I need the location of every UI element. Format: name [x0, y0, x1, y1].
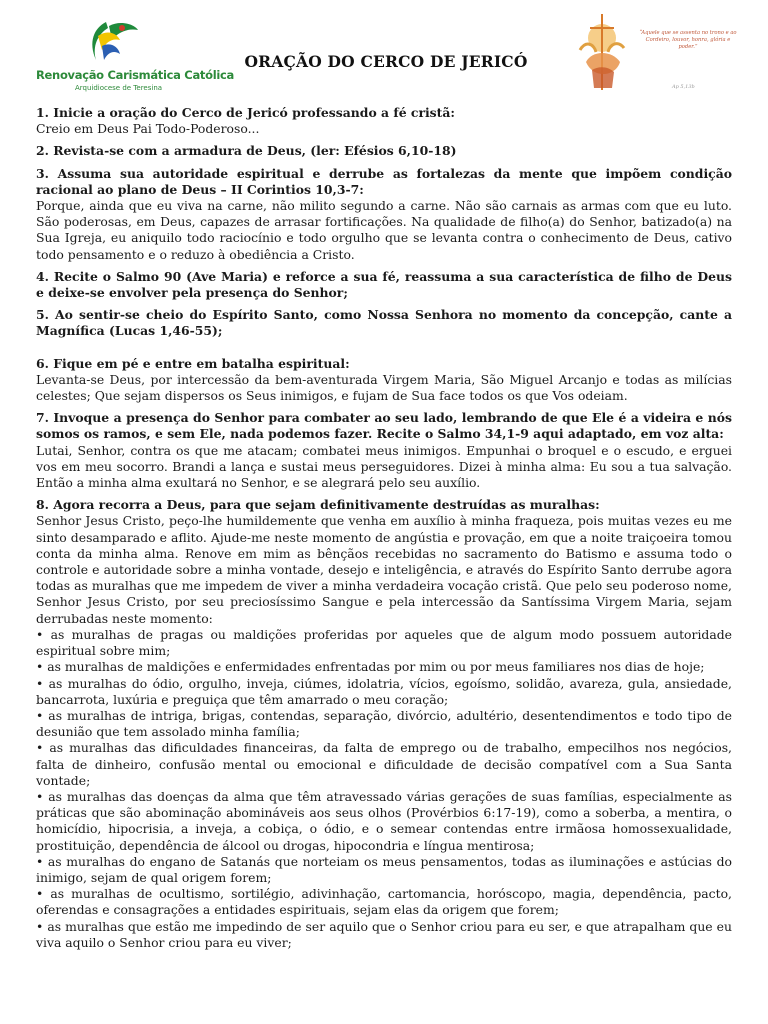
step-text: Creio em Deus Pai Todo-Poderoso...	[36, 121, 260, 137]
list-item: • as muralhas do engano de Satanás que norteiam os meus pensamentos, todas as iluminações e astúcias do inimigo, sejam de qual origem forem;	[36, 853, 732, 885]
step-4	[36, 269, 732, 301]
step-heading: 7. Invoque a presença do Senhor para combater ao seu lado, lembrando de que Ele é a videira e nós somos os ramos, e sem Ele, nada podemos fazer. Recite o Salmo 34,1-9 aqui adaptado, em voz alta:	[36, 410, 732, 442]
step-heading: 3. Assuma sua autoridade espiritual e derrube as fortalezas da mente que impõem condição racional ao plano de Deus – II Corintios 10,3-7:	[36, 165, 732, 197]
step-8	[36, 497, 732, 951]
rcc-logo	[36, 16, 234, 98]
step-text: Senhor Jesus Cristo, peço-lhe humildemente que venha em auxílio à minha fraqueza, pois muitas vezes eu me sinto desamparado e aflito. Ajude-me neste momento de angústia e provação, em que a noite traiçoeira tomou conta da minha alma. Renove em mim as bênçãos recebidas no sacramento do Batismo e assuma todo o controle e autoridade sobre a minha vontade, desejo e inteligência, e através do Espírito Santo derrube agora todas as muralhas que me impedem de viver a minha verdadeira vocação cristã. Que pelo seu poderoso nome, Senhor Jesus Cristo, por seu preciosíssimo Sangue e pela intercessão da Santíssima Virgem Maria, sejam derrubadas neste momento:	[36, 513, 732, 626]
step-heading: 5. Ao sentir-se cheio do Espírito Santo, como Nossa Senhora no momento da concepção, cante a Magnífica (Lucas 1,46-55);	[36, 307, 732, 339]
step-6	[36, 356, 732, 405]
page-title: ORAÇÃO DO CERCO DE JERICÓ	[244, 52, 528, 71]
step-heading: 1. Inicie a oração do Cerco de Jericó professando a fé cristã:	[36, 105, 455, 120]
lamb-emblem-icon	[572, 10, 642, 98]
list-item: • as muralhas do ódio, orgulho, inveja, ciúmes, idolatria, vícios, egoísmo, solidão, avareza, gula, ansiedade, bancarrota, luxúria e preguiça que têm amarrado o meu coração;	[36, 675, 732, 707]
step-2	[36, 143, 732, 159]
step-5	[36, 307, 732, 339]
step-heading: 2. Revista-se com a armadura de Deus, (ler: Efésios 6,10-18)	[36, 143, 457, 159]
emblem-quote: “Aquele que se assenta no trono e ao Cordeiro, louvor, honra, glória e poder.”	[639, 30, 737, 50]
list-item: • as muralhas de pragas ou maldições proferidas por aqueles que de algum modo possuem autoridade espiritual sobre mim;	[36, 626, 732, 659]
step-heading: 6. Fique em pé e entre em batalha espiritual:	[36, 355, 350, 371]
step-text: Lutai, Senhor, contra os que me atacam; combatei meus inimigos. Empunhai o broquel e o escudo, e erguei vos em meu socorro. Brandi a lança e sustai meus perseguidores. Dizei à minha alma: Eu sou a tua salvação. Então a minha alma exultará no Senhor, e se alegrará pelo seu auxílio.	[36, 442, 732, 491]
step-text: Porque, ainda que eu viva na carne, não milito segundo a carne. Não são carnais as armas com que eu luto. São poderosas, em Deus, capazes de arrasar fortificações. Na qualidade de filho(a) do Senhor, batizado(a) na Sua Igreja, eu aniquilo todo raciocínio e todo orgulho que se levanta contra o conhecimento de Deus, cativo todo pensamento e o reduzo à obediência a Cristo.	[36, 198, 732, 262]
rcc-logo-name: Renovação Carismática Católica	[36, 68, 234, 82]
step-1	[36, 105, 732, 137]
step-heading: 4. Recite o Salmo 90 (Ave Maria) e reforce a sua fé, reassuma a sua característica de filho de Deus e deixe-se envolver pela presença do Senhor;	[36, 268, 732, 301]
list-item: • as muralhas de intriga, brigas, contendas, separação, divórcio, adultério, desentendimentos e todo tipo de desunião que tem assolado minha família;	[36, 707, 732, 740]
step-7	[36, 410, 732, 491]
step-3	[36, 166, 732, 263]
rcc-dove-logo-icon	[76, 16, 140, 70]
page-header	[0, 0, 768, 108]
list-item: • as muralhas que estão me impedindo de ser aquilo que o Senhor criou para eu ser, e que atrapalham que eu viva aquilo o Senhor criou para eu viver;	[36, 918, 732, 950]
muralhas-list	[36, 627, 732, 951]
step-text: Levanta-se Deus, por intercessão da bem-aventurada Virgem Maria, São Miguel Arcanjo e todas as milícias celestes; Que sejam dispersos os Seus inimigos, e fujam de Sua face todos os que Vos odeiam.	[36, 371, 732, 404]
prayer-content	[36, 105, 732, 957]
emblem-reference: Ap 5,13b	[672, 84, 695, 90]
rcc-logo-subtitle: Arquidiocese de Teresina	[74, 84, 163, 92]
list-item: • as muralhas de ocultismo, sortilégio, adivinhação, cartomancia, horóscopo, magia, dependência, pacto, oferendas e consagrações a entidades espirituais, sejam elas da origem que forem;	[36, 886, 732, 918]
list-item: • as muralhas de maldições e enfermidades enfrentadas por mim ou por meus familiares nos dias de hoje;	[36, 659, 705, 675]
list-item: • as muralhas das dificuldades financeiras, da falta de emprego ou de trabalho, empecilhos nos negócios, falta de dinheiro, confusão mental ou emocional e dificuldade de decisão compatível com a Sua Santa vontade;	[36, 740, 732, 788]
right-emblem	[572, 10, 742, 98]
list-item: • as muralhas das doenças da alma que têm atravessado várias gerações de suas famílias, especialmente as práticas que são abominação abomináveis aos seus olhos (Provérbios 6:17-19), como a soberba, a mentira, o homicídio, hipocrisia, a inveja, a cobiça, o ódio, e o semear contendas entre irmãosa homossexualidade, prostituição, dependência de álcool ou drogas, hipocondria e língua mentirosa;	[36, 788, 732, 853]
step-heading: 8. Agora recorra a Deus, para que sejam definitivamente destruídas as muralhas:	[36, 497, 600, 513]
